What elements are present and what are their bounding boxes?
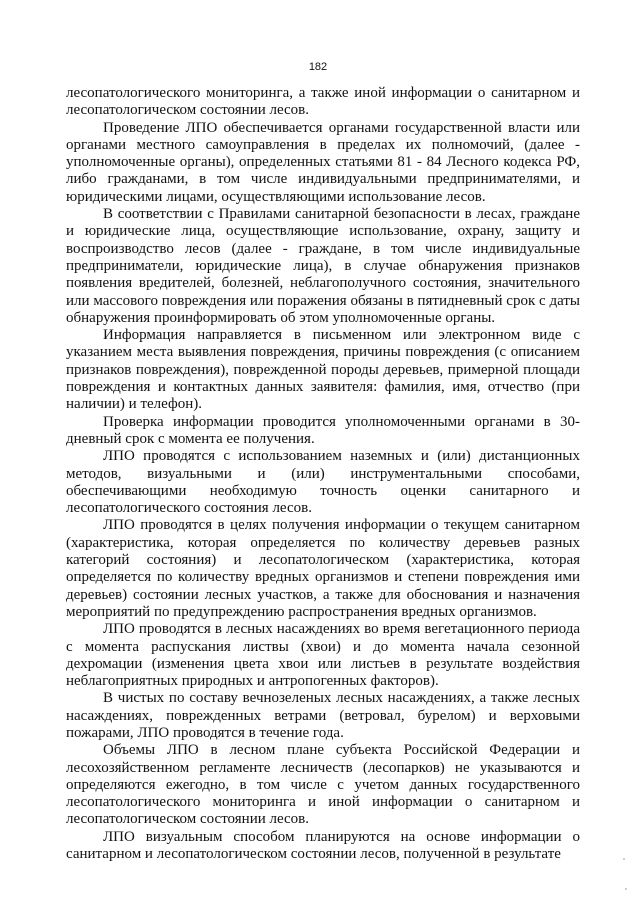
paragraph: ЛПО проводятся в лесных насаждениях во время вегетационного периода с момента распускания листвы (хвои) и до момента начала сезонной дехромации (изменения цвета хвои или листьев в результате воздействия неблагоприятных природных и антропогенных факторов). — [66, 621, 580, 690]
page-number: 182 — [308, 61, 328, 73]
paragraph: Объемы ЛПО в лесном плане субъекта Российской Федерации и лесохозяйственном регламенте лесничеств (лесопарков) не указываются и определяются ежегодно, в том числе с учетом данных государственного лесопатологического мониторинга и иной информации о санитарном и лесопатологическом состоянии лесов. — [66, 742, 580, 828]
paragraph-truncated: ЛПО визуальным способом планируются на основе информации о санитарном и лесопатологическом состоянии лесов, полученной в результате — [66, 828, 580, 863]
paragraph: Информация направляется в письменном или электронном виде с указанием места выявления повреждения, причины повреждения (с описанием признаков повреждения), поврежденной породы деревьев, примерной площади повреждения и контактных данных заявителя: фамилия, имя, отчество (при наличии) и телефон). — [66, 327, 580, 413]
paragraph: Проведение ЛПО обеспечивается органами государственной власти или органами местного самоуправления в пределах их полномочий, (далее - уполномоченные органы), определенных статьями 81 - 84 Лесного кодекса РФ, либо гражданами, в том числе индивидуальными предпринимателями, и юридическими лицами, осуществляющими использование лесов. — [66, 119, 580, 205]
body-text — [66, 85, 580, 863]
paragraph: ЛПО проводятся с использованием наземных и (или) дистанционных методов, визуальными и (или) инструментальными способами, обеспечивающими необходимую точность оценки санитарного и лесопатологического состояния лесов. — [66, 448, 580, 517]
scan-speck — [623, 858, 625, 860]
paragraph: ЛПО проводятся в целях получения информации о текущем санитарном (характеристика, которая определяется по количеству деревьев разных категорий состояния) и лесопатологическом (характеристика, которая определяется по количеству вредных организмов и степени повреждения ими деревьев) состоянии лесных участков, а также для обоснования и назначения мероприятий по предупреждению распространения вредных организмов. — [66, 517, 580, 620]
paragraph-continuation: лесопатологического мониторинга, а также иной информации о санитарном и лесопатологическом состоянии лесов. — [66, 85, 580, 119]
paragraph: Проверка информации проводится уполномоченными органами в 30-дневный срок с момента ее получения. — [66, 413, 580, 447]
paragraph: В соответствии с Правилами санитарной безопасности в лесах, граждане и юридические лица, осуществляющие использование, охрану, защиту и воспроизводство лесов (далее - граждане, в том числе индивидуальные предприниматели, юридические лица), в случае обнаружения признаков появления вредителей, болезней, неблагополучного состояния, значительного или массового повреждения или поражения обязаны в пятидневный срок с даты обнаружения проинформировать об этом уполномоченные органы. — [66, 206, 580, 326]
scan-speck — [625, 888, 627, 890]
paragraph: В чистых по составу вечнозеленых лесных насаждениях, а также лесных насаждениях, поврежденных ветрами (ветровал, бурелом) и верховыми пожарами, ЛПО проводятся в течение года. — [66, 690, 580, 741]
